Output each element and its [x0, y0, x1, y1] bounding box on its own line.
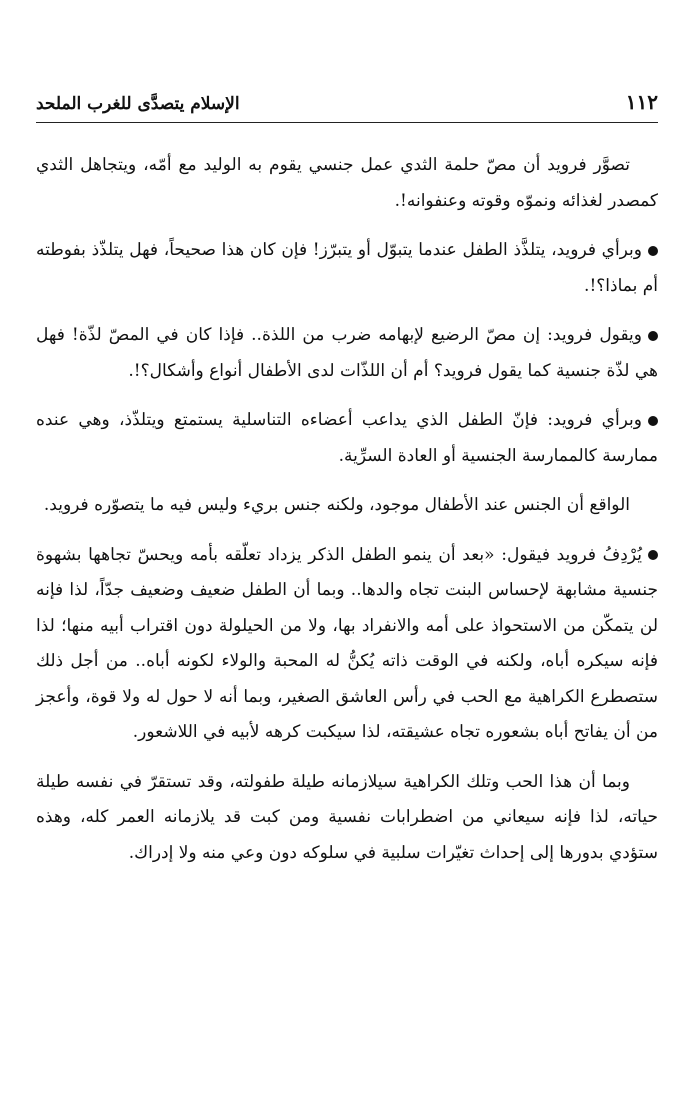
- paragraph: [36, 148, 658, 219]
- paragraph-text: تصوَّر فرويد أن مصّ حلمة الثدي عمل جنسي يقوم به الوليد مع أمّه، ويتجاهل الثدي كمصدر لغذائه ونموّه وقوته وعنفوانه!.: [36, 155, 658, 211]
- paragraph-text: وبرأي فرويد: فإنّ الطفل الذي يداعب أعضاءه التناسلية يستمتع ويتلذّذ، وهي عنده ممارسة كالممارسة الجنسية أو العادة السرِّية.: [36, 410, 658, 466]
- paragraph-text: يُرْدِفُ فرويد فيقول: «بعد أن ينمو الطفل الذكر يزداد تعلّقه بأمه ويحسّ تجاهها بشهوة جنسية مشابهة لإحساس البنت تجاه والدها.. وبما أن الطفل ضعيف وضعيف جدّاً، لذا فإنه لن يتمكّن من الاستحواذ على أمه والانفراد بها، ولا من الحيلولة دون اقتراب أبيه منها؛ لذا فإنه سيكره أباه، ولكنه في الوقت ذاته يُكنُّ له المحبة والولاء لكونه أباه.. من أجل ذلك ستصطرع الكراهية مع الحب في رأس العاشق الصغير، وبما أنه لا حول له ولا قوة، وأعجز من أن يفاتح أباه بشعوره تجاه عشيقته، لذا سيكبت كرهه لأبيه في اللاشعور.: [36, 544, 658, 742]
- running-title: الإسلام يتصدَّى للغرب الملحد: [36, 94, 240, 114]
- paragraph: [36, 765, 658, 872]
- paragraph-text: وبرأي فرويد، يتلذَّذ الطفل عندما يتبوّل أو يتبرّز! فإن كان هذا صحيحاً، فهل يتلذّذ بفوطته أم بماذا؟!.: [36, 240, 658, 296]
- paragraph-text: ويقول فرويد: إن مصّ الرضيع لإبهامه ضرب من اللذة.. فإذا كان في المصّ لذّة! فهل هي لذّة جنسية كما يقول فرويد؟ أم أن اللذّات لدى الأطفال أنواع وأشكال؟!.: [36, 325, 658, 381]
- bullet-icon: [648, 416, 658, 426]
- bullet-paragraph: [36, 538, 658, 751]
- bullet-paragraph: [36, 233, 658, 304]
- paragraph-text: وبما أن هذا الحب وتلك الكراهية سيلازمانه طيلة طفولته، وقد تستقرّ في نفسه طيلة حياته، لذا فإنه سيعاني من اضطرابات نفسية ومن كبت قد يلازمانه العمر كله، وهذه ستؤدي بدورها إلى إحداث تغيّرات سلبية في سلوكه دون وعي منه ولا إدراك.: [36, 771, 658, 863]
- page-body: [36, 148, 658, 885]
- page-header: [36, 88, 658, 123]
- bullet-icon: [648, 550, 658, 560]
- paragraph: [36, 488, 658, 524]
- bullet-icon: [648, 246, 658, 256]
- bullet-paragraph: [36, 403, 658, 474]
- page-number: ١١٢: [625, 90, 658, 114]
- paragraph-text: الواقع أن الجنس عند الأطفال موجود، ولكنه جنس بريء وليس فيه ما يتصوّره فرويد.: [43, 495, 630, 515]
- bullet-icon: [648, 331, 658, 341]
- bullet-paragraph: [36, 318, 658, 389]
